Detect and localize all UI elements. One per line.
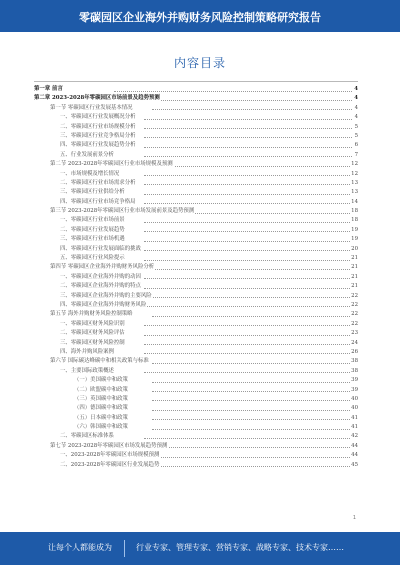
toc-entry[interactable] <box>34 245 358 254</box>
footer-tagline: 行业专家、管理专家、营销专家、战略专家、技术专家…… <box>136 543 344 552</box>
toc-dot-leader <box>114 91 352 92</box>
toc-entry-page: 18 <box>350 216 358 225</box>
toc-entry-title: 三、零碳园区企业海外并购的主要风险 <box>60 292 153 301</box>
toc-entry[interactable] <box>34 132 358 141</box>
toc-entry-page: 40 <box>350 404 358 413</box>
toc-entry-page: 4 <box>353 94 358 103</box>
toc-dot-leader <box>144 203 352 204</box>
toc-entry[interactable] <box>34 301 358 310</box>
toc-dot-leader <box>144 278 352 279</box>
toc-dot-leader <box>144 250 352 251</box>
toc-entry-title: 五、行业发展前景分析 <box>60 151 115 160</box>
toc-entry-page: 41 <box>350 423 358 432</box>
toc-entry[interactable] <box>34 207 358 216</box>
toc-entry-page: 4 <box>354 113 358 122</box>
toc-entry-title: 二、2023-2028年零碳园区行业发展趋势 <box>60 461 160 470</box>
toc-entry-page: 13 <box>350 188 358 197</box>
toc-entry-page: 21 <box>350 254 358 263</box>
toc-entry-page: 44 <box>350 451 358 460</box>
toc-entry-page: 4 <box>353 85 358 94</box>
toc-entry[interactable] <box>34 235 358 244</box>
toc-entry[interactable] <box>34 273 358 282</box>
toc-dot-leader <box>152 429 352 430</box>
toc-entry-title: 第六节 国际碳达峰碳中和相关政策与标准 <box>50 357 150 366</box>
header-banner <box>0 0 400 32</box>
toc-dot-leader <box>144 241 352 242</box>
toc-entry[interactable] <box>34 414 358 423</box>
footer-banner <box>0 532 400 565</box>
toc-dot-leader <box>144 156 352 157</box>
toc-entry-page: 41 <box>350 414 358 423</box>
toc-entry[interactable] <box>34 386 358 395</box>
toc-entry[interactable] <box>34 376 358 385</box>
toc-entry[interactable] <box>34 216 358 225</box>
toc-entry-title: 二、零碳园区行业市场规模分析 <box>60 123 136 132</box>
toc-entry[interactable] <box>34 198 358 207</box>
toc-entry-title: 第四节 零碳园区企业海外并购财务风险分析 <box>50 263 155 272</box>
toc-entry-page: 21 <box>350 273 358 282</box>
toc-entry[interactable] <box>34 160 358 169</box>
toc-entry-page: 44 <box>350 442 358 451</box>
toc-dot-leader <box>144 306 352 307</box>
toc-entry-page: 39 <box>350 376 358 385</box>
toc-entry-title: （四）德国碳中和政策 <box>74 404 129 413</box>
toc-entry[interactable] <box>34 451 358 460</box>
toc-dot-leader <box>144 128 352 129</box>
toc-entry[interactable] <box>34 85 358 94</box>
toc-entry-title: 一、2023-2028年零碳园区市场规模预测 <box>60 451 160 460</box>
toc-entry-page: 6 <box>354 141 358 150</box>
toc-entry[interactable] <box>34 123 358 132</box>
toc-dot-leader <box>144 466 352 467</box>
toc-entry[interactable] <box>34 357 358 366</box>
toc-entry-title: 二、零碳园区企业海外并购的特点 <box>60 282 142 291</box>
toc-entry-title: 三、零碳园区行业竞争格局分析 <box>60 132 136 141</box>
toc-entry-title: 四、海外并购风险案例 <box>60 348 115 357</box>
toc-dot-leader <box>144 231 352 232</box>
toc-dot-leader <box>144 184 352 185</box>
toc-entry-title: 一、主要国际政策概述 <box>60 367 115 376</box>
toc-entry-page: 12 <box>350 170 358 179</box>
toc-entry-page: 5 <box>354 123 358 132</box>
toc-entry[interactable] <box>34 170 358 179</box>
toc-dot-leader <box>144 353 352 354</box>
toc-entry-title: 四、零碳园区企业海外并购财务风险 <box>60 301 147 310</box>
table-of-contents <box>34 85 358 470</box>
toc-entry-title: 一、零碳园区行业市场前景 <box>60 216 126 225</box>
toc-entry-title: 二、零碳园区行业市场需求分析 <box>60 179 136 188</box>
toc-dot-leader <box>152 447 352 448</box>
toc-dot-leader <box>152 419 352 420</box>
toc-entry-title: 四、零碳园区行业发展面临的挑战 <box>60 245 142 254</box>
toc-entry-page: 20 <box>350 245 358 254</box>
toc-dot-leader <box>144 438 352 439</box>
toc-entry-page: 21 <box>350 263 358 272</box>
toc-entry-page: 19 <box>350 226 358 235</box>
toc-entry[interactable] <box>34 263 358 272</box>
toc-entry-page: 4 <box>354 104 358 113</box>
toc-entry-title: 第一章 前言 <box>34 85 64 94</box>
toc-entry-page: 14 <box>350 198 358 207</box>
toc-entry[interactable] <box>34 141 358 150</box>
toc-dot-leader <box>144 297 352 298</box>
toc-entry[interactable] <box>34 310 358 319</box>
toc-entry[interactable] <box>34 94 358 103</box>
toc-entry-title: 二、零碳园区行业发展趋势 <box>60 226 126 235</box>
toc-entry-title: 四、零碳园区行业市场竞争格局 <box>60 198 136 207</box>
toc-dot-leader <box>152 363 352 364</box>
toc-divider <box>34 81 358 82</box>
toc-dot-leader <box>144 119 352 120</box>
toc-entry-title: （一）美国碳中和政策 <box>74 376 129 385</box>
toc-entry-title: 四、零碳园区行业发展趋势分析 <box>60 141 136 150</box>
toc-entry-page: 21 <box>350 282 358 291</box>
toc-dot-leader <box>144 260 352 261</box>
toc-entry-page: 7 <box>354 151 358 160</box>
toc-dot-leader <box>144 222 352 223</box>
toc-entry[interactable] <box>34 432 358 441</box>
toc-dot-leader <box>144 288 352 289</box>
toc-dot-leader <box>144 335 352 336</box>
toc-entry-title: 第二章 2023-2028年零碳园区市场前景及趋势预测 <box>34 94 161 103</box>
toc-entry-page: 45 <box>350 461 358 470</box>
toc-dot-leader <box>152 166 352 167</box>
toc-dot-leader <box>144 147 352 148</box>
toc-entry-title: （六）韩国碳中和政策 <box>74 423 129 432</box>
page-number: 1 <box>352 515 356 521</box>
toc-entry[interactable] <box>34 320 358 329</box>
toc-dot-leader <box>144 344 352 345</box>
toc-entry-page: 24 <box>350 339 358 348</box>
toc-entry-title: 第三节 2023-2028年零碳园区行业市场发展前景及趋势预测 <box>50 207 195 216</box>
toc-entry-title: （五）日本碳中和政策 <box>74 414 129 423</box>
toc-entry[interactable] <box>34 367 358 376</box>
toc-entry[interactable] <box>34 339 358 348</box>
toc-entry-title: 一、零碳园区企业海外并购的动因 <box>60 273 142 282</box>
toc-entry-page: 23 <box>350 329 358 338</box>
toc-entry[interactable] <box>34 226 358 235</box>
toc-entry[interactable] <box>34 113 358 122</box>
toc-entry-title: 第一节 零碳园区行业发展基本情况 <box>50 104 134 113</box>
toc-dot-leader <box>152 316 352 317</box>
toc-entry-page: 26 <box>350 348 358 357</box>
toc-entry-page: 18 <box>350 207 358 216</box>
toc-entry[interactable] <box>34 254 358 263</box>
report-title: 零碳园区企业海外并购财务风险控制策略研究报告 <box>79 11 321 24</box>
toc-entry-page: 13 <box>350 179 358 188</box>
toc-dot-leader <box>144 175 352 176</box>
toc-entry-title: 一、零碳园区财务风险识别 <box>60 320 126 329</box>
toc-entry-page: 19 <box>350 235 358 244</box>
toc-dot-leader <box>152 391 352 392</box>
toc-dot-leader <box>152 269 352 270</box>
footer-divider <box>124 540 125 557</box>
toc-entry[interactable] <box>34 423 358 432</box>
toc-dot-leader <box>152 410 352 411</box>
toc-entry-title: （二）欧盟碳中和政策 <box>74 386 129 395</box>
toc-entry-title: 五、零碳园区行业风险提示 <box>60 254 126 263</box>
toc-entry-page: 12 <box>350 160 358 169</box>
toc-entry-title: （三）英国碳中和政策 <box>74 395 129 404</box>
toc-entry-title: 第五节 海外并购财务风险控制策略 <box>50 310 134 319</box>
toc-entry[interactable] <box>34 292 358 301</box>
toc-entry[interactable] <box>34 348 358 357</box>
toc-entry[interactable] <box>34 179 358 188</box>
toc-entry-page: 22 <box>350 320 358 329</box>
toc-entry[interactable] <box>34 151 358 160</box>
toc-entry-page: 38 <box>350 367 358 376</box>
toc-entry[interactable] <box>34 442 358 451</box>
toc-entry-title: 二、零碳园区财务风险评估 <box>60 329 126 338</box>
toc-dot-leader <box>152 382 352 383</box>
toc-entry-title: 第七节 2023-2028年零碳园区市场发展趋势预测 <box>50 442 168 451</box>
toc-entry-page: 22 <box>350 292 358 301</box>
toc-dot-leader <box>152 109 352 110</box>
toc-entry-title: 第二节 2023-2028年零碳园区行业市场规模及预测 <box>50 160 174 169</box>
footer-slogan: 让每个人都能成为 <box>48 543 112 552</box>
toc-dot-leader <box>144 325 352 326</box>
toc-entry-page: 42 <box>350 432 358 441</box>
toc-entry-page: 5 <box>354 132 358 141</box>
toc-dot-leader <box>144 194 352 195</box>
toc-entry[interactable] <box>34 395 358 404</box>
toc-heading: 内容目录 <box>173 56 226 70</box>
toc-entry[interactable] <box>34 461 358 470</box>
toc-entry[interactable] <box>34 282 358 291</box>
toc-entry[interactable] <box>34 404 358 413</box>
toc-entry-title: 三、零碳园区行业市场机遇 <box>60 235 126 244</box>
toc-entry-page: 38 <box>350 357 358 366</box>
toc-entry[interactable] <box>34 104 358 113</box>
toc-dot-leader <box>144 137 352 138</box>
toc-entry[interactable] <box>34 188 358 197</box>
toc-entry-title: 三、零碳园区财务风险控制 <box>60 339 126 348</box>
toc-entry-title: 一、零碳园区行业发展概况分析 <box>60 113 136 122</box>
toc-entry[interactable] <box>34 329 358 338</box>
toc-dot-leader <box>144 372 352 373</box>
toc-entry-page: 39 <box>350 386 358 395</box>
toc-entry-page: 40 <box>350 395 358 404</box>
toc-dot-leader <box>144 457 352 458</box>
toc-dot-leader <box>152 400 352 401</box>
toc-entry-title: 一、市场规模及增长情况 <box>60 170 120 179</box>
toc-entry-page: 22 <box>350 301 358 310</box>
toc-entry-title: 二、零碳园区标准体系 <box>60 432 115 441</box>
toc-entry-page: 22 <box>350 310 358 319</box>
toc-entry-title: 三、零碳园区行业供给分析 <box>60 188 126 197</box>
